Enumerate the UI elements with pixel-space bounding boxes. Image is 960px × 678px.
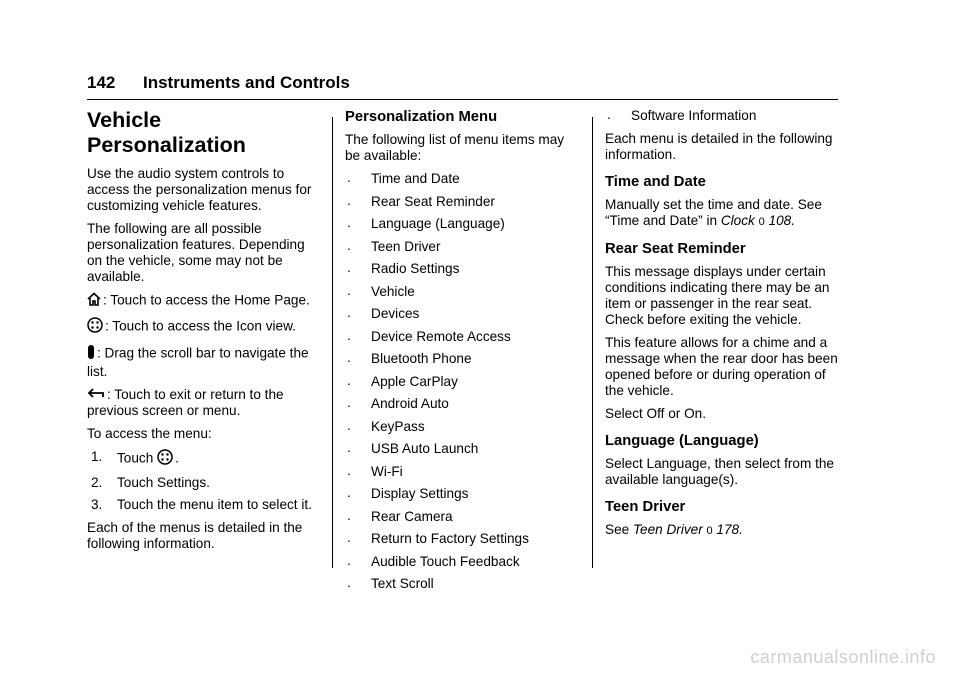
- list-item: . KeyPass: [347, 417, 425, 434]
- teen-driver-text: See Teen Driver 0 178.: [605, 521, 743, 537]
- step-item: 3. Touch the menu item to select it.: [91, 497, 312, 513]
- list-item: . Devices: [347, 305, 420, 321]
- menu-items-list: [345, 171, 581, 592]
- back-icon: [87, 387, 105, 403]
- list-item: . Rear Seat Reminder: [347, 192, 495, 209]
- detail-text: Each menu is detailed in the following information.: [605, 130, 833, 162]
- personalization-menu-heading: Personalization Menu: [345, 109, 498, 125]
- teen-driver-heading: Teen Driver: [605, 498, 686, 515]
- rear-seat-chime-text: This feature allows for a chime and a message when the rear door has been opened before or during operation of the vehicle.: [605, 334, 838, 398]
- list-item: . Language (Language): [347, 215, 505, 231]
- page-ref-arrow-icon: 0: [706, 524, 713, 537]
- column-divider: [332, 117, 333, 568]
- list-item: . Vehicle: [347, 282, 415, 299]
- icon-view-icon: [157, 449, 173, 469]
- list-item: . Rear Camera: [347, 507, 453, 524]
- scroll-bar-description: : Drag the scroll bar to navigate the list.: [87, 345, 309, 379]
- list-item: . Radio Settings: [347, 260, 460, 276]
- icon-view-description: : Touch to access the Icon view.: [87, 317, 323, 337]
- list-item: . Wi-Fi: [347, 462, 403, 479]
- time-date-heading: Time and Date: [605, 173, 706, 190]
- column-divider: [592, 117, 593, 568]
- menu-items-list-continued: [605, 108, 841, 124]
- list-item: . Time and Date: [347, 170, 460, 186]
- page-title: Vehicle Personalization: [87, 108, 246, 157]
- list-item: . Device Remote Access: [347, 327, 511, 344]
- rear-seat-heading: Rear Seat Reminder: [605, 240, 746, 257]
- teen-driver-link[interactable]: Teen Driver: [632, 521, 703, 537]
- outro-text: Each of the menus is detailed in the following information.: [87, 520, 303, 552]
- time-date-text: Manually set the time and date. See “Time and Date” in Clock 0 108.: [605, 196, 822, 228]
- availability-text: The following are all possible personalization features. Depending on the vehicle, some may not be available.: [87, 221, 305, 284]
- steps-list: [87, 449, 323, 513]
- rear-seat-text: This message displays under certain conditions indicating there may be an item or passenger in the rear seat. Check before exiting the vehicle.: [605, 263, 830, 327]
- list-item: . Android Auto: [347, 395, 449, 411]
- home-icon-description: : Touch to access the Home Page.: [87, 292, 323, 310]
- section-title: Instruments and Controls: [143, 73, 350, 92]
- list-item: . Apple CarPlay: [347, 372, 458, 389]
- list-item: . Display Settings: [347, 485, 469, 501]
- list-item: . Return to Factory Settings: [347, 530, 529, 546]
- access-text: To access the menu:: [87, 426, 212, 442]
- language-heading: Language (Language): [605, 432, 759, 449]
- menu-intro: The following list of menu items may be available:: [345, 132, 565, 163]
- back-icon-description: : Touch to exit or return to the previous screen or menu.: [87, 387, 284, 419]
- scroll-bar-icon: [87, 344, 95, 364]
- language-text: Select Language, then select from the available language(s).: [605, 455, 834, 487]
- list-item: . Teen Driver: [347, 237, 441, 254]
- step-item: 2. Touch Settings.: [91, 475, 210, 491]
- clock-link[interactable]: Clock: [720, 212, 755, 228]
- list-item: . Software Information: [607, 107, 757, 123]
- list-item: . Text Scroll: [347, 575, 434, 591]
- rear-seat-select-text: Select Off or On.: [605, 405, 706, 421]
- page-ref-arrow-icon: 0: [758, 215, 765, 228]
- intro-text: Use the audio system controls to access the personalization menus for customizing vehicle features.: [87, 166, 312, 213]
- home-icon: [87, 292, 101, 310]
- column-3: [605, 108, 841, 546]
- icon-view-icon: [87, 317, 103, 337]
- column-1: [87, 108, 323, 559]
- list-item: . Audible Touch Feedback: [347, 552, 520, 569]
- page-header: [87, 69, 838, 100]
- watermark: carmanualsonline.info: [750, 647, 936, 667]
- column-2: [345, 108, 581, 599]
- list-item: . Bluetooth Phone: [347, 350, 472, 366]
- step-item: 1. Touch .: [87, 449, 323, 469]
- page-number: 142: [87, 73, 116, 92]
- list-item: . USB Auto Launch: [347, 440, 479, 456]
